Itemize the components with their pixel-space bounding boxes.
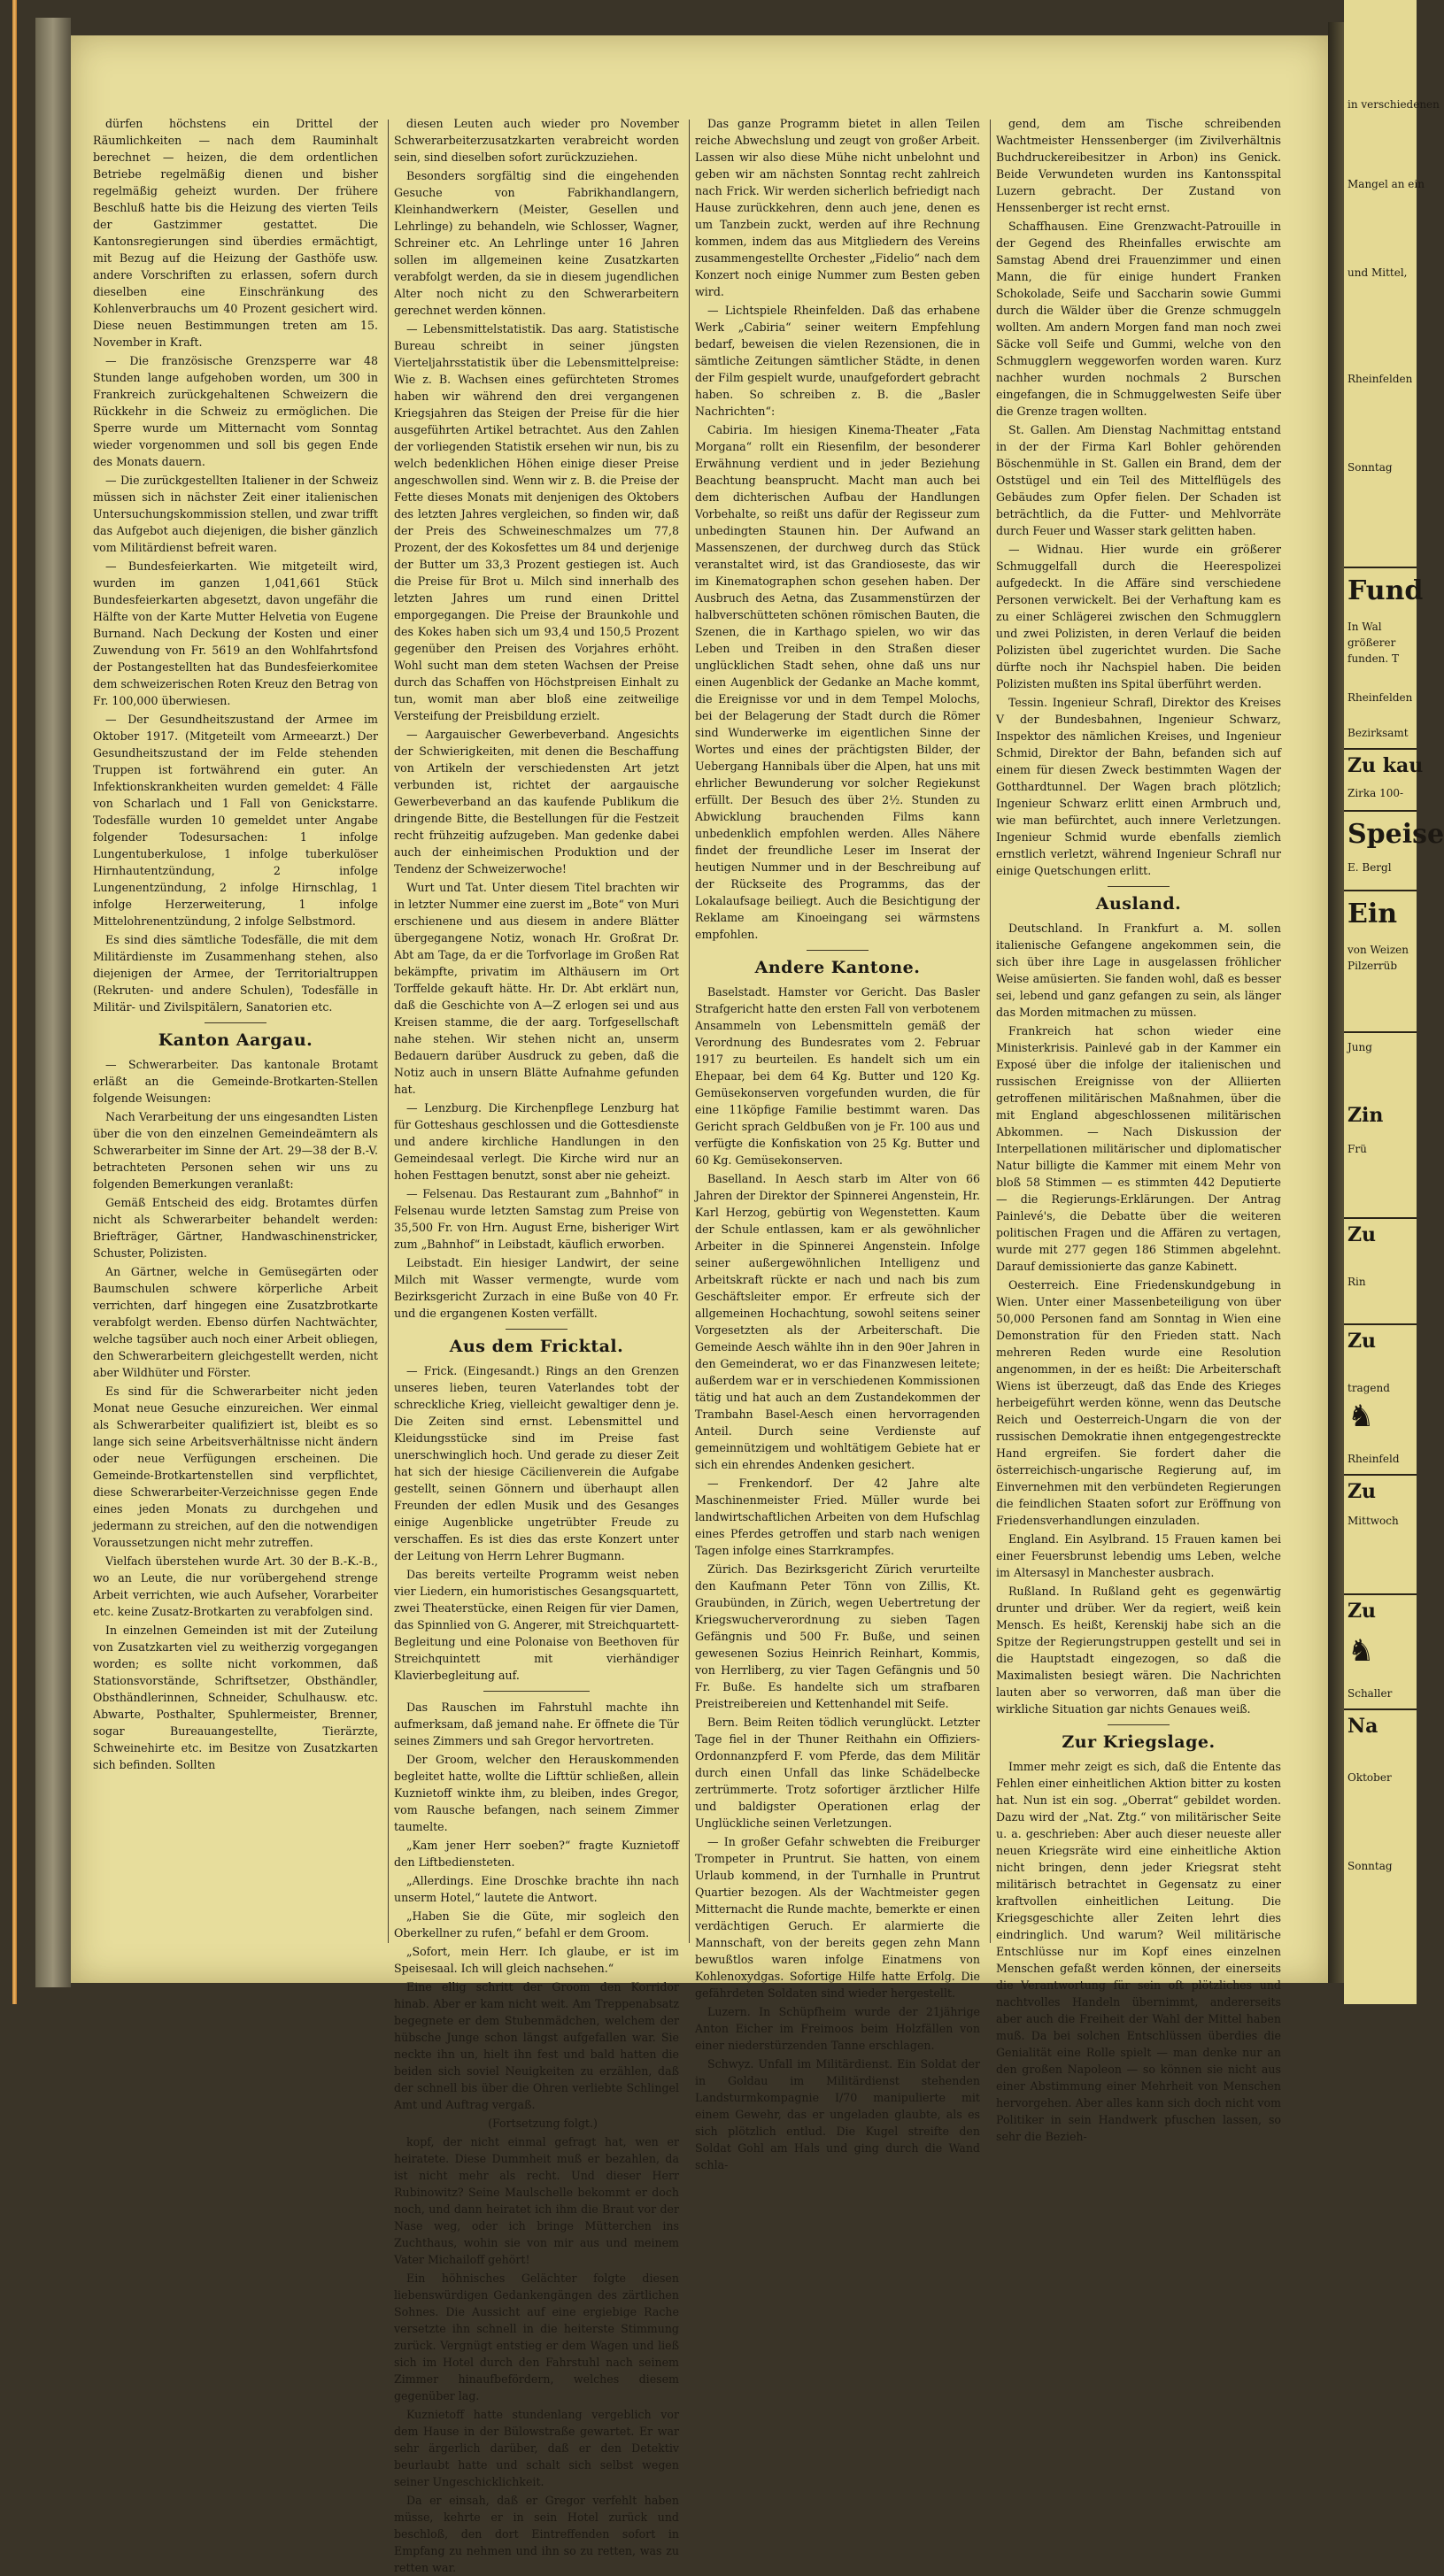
article-paragraph: Oesterreich. Eine Friedenskundgebung in Wien. Unter einer Massenbeteiligung von über 50,000 Personen fand am Sonntag in Wien eine Demonstration für den Frieden statt. Nach mehreren Reden wurde eine Resolution angenommen, in der es heißt: Die Arbeiterschaft Wiens ist überzeugt, daß das Ende des Krieges herbeigeführt werden könne, wenn das Deutsche Reich und Oesterreich-Ungarn die von der russischen Demokratie ihnen entgegengestreckte Hand ergreifen. Sie fordert daher die österreichisch-ungarische Regierung auf, im Einvernehmen mit den verbündeten Regierungen die feindlichen Staaten sofort zur Eröffnung von Friedensverhandlungen einzuladen. bbox=[996, 1278, 1281, 1527]
article-paragraph: Bern. Beim Reiten tödlich verunglückt. Letzter Tage fiel in der Thuner Reithahn ein Offiziers-Ordonnanzpferd F. vom Pferde, das dem Militär durch einen Unfall das linke Schädelbecke zertrümmerte. Trotz sofortiger ärztlicher Hilfe und baldigster Operationen erlag der Unglückliche seinen Verletzungen. bbox=[695, 1716, 980, 1830]
ad-headline: Ein bbox=[1347, 899, 1398, 929]
ad-headline: Speise bbox=[1347, 819, 1444, 850]
ad-border bbox=[1344, 890, 1417, 891]
article-paragraph: Gemäß Entscheid des eidg. Brotamtes dürfen nicht als Schwerarbeiter behandelt werden: Briefträger, Gärtner, Handwaschinenstricker, Schuster, Polizisten. bbox=[93, 1196, 378, 1260]
ad-text: funden. T bbox=[1347, 652, 1400, 665]
article-paragraph: — Frick. (Eingesandt.) Rings an den Grenzen unseres lieben, teuren Vaterlandes tobt der schreckliche Krieg, vielleicht gewaltiger denn je. Die Zeiten sind ernst. Lebensmittel und Kleidungsstücke sind im Preise fast unerschwinglich hoch. Und gerade zu dieser Zeit hat sich der hiesige Cäcilienverein die Aufgabe gestellt, seinen Gönnern und überhaupt allen Freunden der edlen Musik und des Gesanges einige Augenblicke ungetrübter Freude zu verschaffen. Es ist dies das erste Konzert unter der Leitung von Herrn Lehrer Bugmann. bbox=[394, 1364, 679, 1562]
article-paragraph: — Die französische Grenzsperre war 48 Stunden lange aufgehoben worden, um 300 in Frankreich zurückgehaltenen Schweizern die Rückkehr in die Schweiz zu ermöglichen. Die Sperre wurde um Mitternacht vom Sonntag wieder vorgenommen und soll bis gegen Ende des Monats dauern. bbox=[93, 354, 378, 468]
divider bbox=[1108, 886, 1170, 887]
fragment-text: und Mittel, bbox=[1347, 266, 1408, 279]
book-binding bbox=[35, 18, 71, 1987]
ad-headline: Zu kau bbox=[1347, 754, 1424, 777]
article-paragraph: Baselstadt. Hamster vor Gericht. Das Basler Strafgericht hatte den ersten Fall von verbotenem Ansammeln von Lebensmitteln gemäß der Verordnung des Bundesrates vom 2. Februar 1917 zu beurteilen. Es handelt sich um ein Ehepaar, bei dem 64 Kg. Butter und 120 Kg. Gemüsekonserven vorgefunden wurden, die für eine 11köpfige Familie bestimmt waren. Das Gericht sprach Geldbußen von je Fr. 100 aus und verfügte die Konfiskation von 25 Kg. Butter und 60 Kg. Gemüsekonserven. bbox=[695, 985, 980, 1167]
horse-icon: ♞ bbox=[1347, 1399, 1375, 1434]
fragment-text: Sonntag bbox=[1347, 1860, 1393, 1872]
story-paragraph: Das Rauschen im Fahrstuhl machte ihn aufmerksam, daß jemand nahe. Er öffnete die Tür seines Zimmers und sah Gregor hervortreten. bbox=[394, 1701, 679, 1747]
section-heading-fricktal: Aus dem Fricktal. bbox=[449, 1337, 624, 1356]
article-paragraph: England. Ein Asylbrand. 15 Frauen kamen bei einer Feuersbrunst lebendig ums Leben, welche im Altersasyl in Manchester ausbrach. bbox=[996, 1532, 1281, 1579]
story-paragraph: Eine ellig schritt der Groom den Korridor hinab. Aber er kam nicht weit. Am Treppenabsatz begegnete er dem Stubenmädchen, welchem der hübsche Junge schon längst aufgefallen war. Sie neckte ihn un, hielt ihn fest und bald hatten die beiden sich soviel Neuigkeiten zu erzählen, daß der schnell bis über die Ohren verliebte Schlingel Amt und Auftrag vergaß. bbox=[394, 1980, 679, 2111]
story-paragraph: Der Groom, welcher den Herauskommenden begleitet hatte, wollte die Lifttür schließen, allein Kuznietoff winkte ihm, zu bleiben, indes Gregor, vom Rausche befangen, nach seinem Zimmer taumelte. bbox=[394, 1753, 679, 1833]
article-paragraph: — Widnau. Hier wurde ein größerer Schmuggelfall durch die Heerespolizei aufgedeckt. In die Affäre sind verschiedene Personen verwickelt. Bei der Verhaftung kam es zu einer Schlägerei zwischen den Schmugglern und zwei Polizisten, in deren Verlauf die beiden Polizisten übel zugerichtet wurden. Die Sache dürfte noch ihr Nachspiel haben. Die beiden Polizisten mußten ins Spital überführt werden. bbox=[996, 543, 1281, 690]
continued-note: (Fortsetzung folgt.) bbox=[488, 2117, 598, 2130]
column-1 bbox=[93, 115, 378, 1943]
story-paragraph: Kuznietoff hatte stundenlang vergeblich vor dem Hause in der Bülowstraße gewartet. Er war sehr ärgerlich darüber, daß er den Detektiv beurlaubt hatte und schalt sich selbst wegen seiner Ungeschicklichkeit. bbox=[394, 2408, 679, 2488]
article-paragraph: — Bundesfeierkarten. Wie mitgeteilt wird, wurden im ganzen 1,041,661 Stück Bundesfeierkarten abgesetzt, davon ungefähr die Hälfte von der Karte Mutter Helvetia von Eugene Burnand. Nach Deckung der Kosten und einer Zuwendung von Fr. 5619 an den Wohlfahrtsfond der Postangestellten hat das Bundesfeierkomitee dem schweizerischen Roten Kreuz den Betrag von Fr. 100,000 überwiesen. bbox=[93, 559, 378, 707]
article-paragraph: — Die zurückgestellten Italiener in der Schweiz müssen sich in nächster Zeit einer italienischen Untersuchungskommission stellen, und zwar trifft das Aufgebot auch diejenigen, die bisher gänzlich vom Militärdienst befreit waren. bbox=[93, 474, 378, 554]
article-paragraph: Nach Verarbeitung der uns eingesandten Listen über die von den einzelnen Gemeindeämtern als Schwerarbeiter im Sinne der Art. 29—38 der B.-V. betrachteten Personen sehen wir uns zu folgenden Bemerkungen veranlaßt: bbox=[93, 1110, 378, 1191]
article-paragraph: Es sind dies sämtliche Todesfälle, die mit dem Militärdienste im Zusammenhang stehen, also diejenigen der Armee, der Territorialtruppen (Rekruten- und andere Schulen), Todesfälle in Militär- und Zivilspitälern, Sanatorien etc. bbox=[93, 933, 378, 1014]
newspaper-page bbox=[71, 35, 1328, 2574]
ad-headline: Zu bbox=[1347, 1330, 1377, 1353]
ad-headline: Zu bbox=[1347, 1600, 1377, 1623]
ad-headline: Zu bbox=[1347, 1223, 1377, 1246]
divider bbox=[483, 1691, 590, 1692]
ad-border bbox=[1344, 1031, 1417, 1033]
ad-border bbox=[1344, 1323, 1417, 1325]
article-paragraph: Das bereits verteilte Programm weist neben vier Liedern, ein humoristisches Gesangsquartett, zwei Theaterstücke, einen Reigen für vier Damen, das Spinnlied von G. Angerer, mit Streichquartett-Begleitung und eine Polonaise von Beethoven für Streichquintett mit vierhändiger Klavierbegleitung auf. bbox=[394, 1568, 679, 1682]
article-paragraph: Immer mehr zeigt es sich, daß die Entente das Fehlen einer einheitlichen Aktion bitter zu kosten hat. Nun ist ein sog. „Oberrat“ gebildet worden. Dazu wird der „Nat. Ztg.“ von militärischer Seite u. a. geschrieben: Aber auch dieser neueste aller neuen Kriegsräte wird eine einheitliche Aktion nicht bringen, denn jeder Kriegsrat steht militärisch betrachtet in Gegensatz zu einer kraftvollen einheitlichen Leitung. Die Kriegsgeschichte aller Zeiten lehrt dies eindringlich. Und warum? Weil militärische Entschlüsse nur im Kopf eines einzelnen Menschen gefaßt werden können, der einerseits die Verantwortung für sein oft plötzliches und nachtvolles Handeln übernimmt, andererseits aber auch die Freiheit der Wahl der Mittel haben muß. Da bei solchen Entschlüssen überdies die Genialität eine Rolle spielt — man denke nur an den großen Napoleon — so können sie nicht aus einer Abstimmung einer Mehrheit von Menschen hervorgehen. Aber alles kann sich doch nicht vom Politiker in sein Handwerk pfuschen lassen, so sehr die Bezieh- bbox=[996, 1760, 1281, 2143]
fragment-text: Mangel an ein bbox=[1347, 178, 1425, 190]
article-paragraph: — Lebensmittelstatistik. Das aarg. Statistische Bureau schreibt in seiner jüngsten Vierteljahrsstatistik über die Lebensmittelpreise: Wie z. B. Wachsen eines gefürchteten Stromes haben wir während den drei vergangenen Kriegsjahren das Steigen der Preise für die hier ausgeführten Artikel betrachtet. Aus den Zahlen der vorliegenden Statistik ersehen wir nun, bis zu welch bedenklichen Höhen einige dieser Preise angeschwollen sind. Wenn wir z. B. die Preise der Fette dieses Monats mit denjenigen des Oktobers des letzten Jahres vergleichen, so finden wir, daß der Preis des Schweineschmalzes um 77,8 Prozent, der des Kokosfettes um 84 und derjenige der Butter um 33,3 Prozent gestiegen ist. Auch die Preise für Brot u. Milch sind innerhalb des letzten Jahres um rund einen Drittel emporgegangen. Die Preise der Braunkohle und des Kokes haben sich um 93,4 und 150,5 Prozent gegenüber den Preisen des Vorjahres erhöht. Wohl sucht man dem steten Wachsen der Preise durch das Schaffen von Höchstpreisen Einhalt zu tun, womit man aber bloß eine zeitweilige Versteifung der Preisbildung erzielt. bbox=[394, 322, 679, 722]
article-paragraph: Es sind für die Schwerarbeiter nicht jeden Monat neue Gesuche einzureichen. Wer einmal als Schwerarbeiter qualifiziert ist, bleibt es so lange sich seine Arbeitsverhältnisse nicht ändern oder neue Verfügungen erscheinen. Die Gemeinde-Brotkartenstellen sind verpflichtet, diese Schwerarbeiter-Verzeichnisse gegen Ende eines jeden Monats zu durchgehen und jedermann zu streichen, auf den die notwendigen Voraussetzungen nicht mehr zutreffen. bbox=[93, 1384, 378, 1549]
ad-text: Bezirksamt bbox=[1347, 727, 1409, 739]
story-paragraph: „Kam jener Herr soeben?“ fragte Kuznietoff den Liftbediensteten. bbox=[394, 1839, 679, 1869]
divider bbox=[807, 950, 869, 951]
story-paragraph: „Allerdings. Eine Droschke brachte ihn nach unserm Hotel,“ lautete die Antwort. bbox=[394, 1874, 679, 1904]
ad-text: Mittwoch bbox=[1347, 1515, 1399, 1527]
article-paragraph: — Der Gesundheitszustand der Armee im Oktober 1917. (Mitgeteilt vom Armeearzt.) Der Gesundheitszustand der im Felde stehenden Truppen ist fortwährend ein guter. An Infektionskrankheiten wurden gemeldet: 4 Fälle von Scharlach und 1 Fall von Genickstarre. Todesfälle wurden 10 gemeldet unter Angabe folgender Todesursachen: 1 infolge Lungentuberkulose, 1 infolge tuberkulöser Hirnhautentzündung, 2 infolge Lungenentzündung, 2 infolge Hirnschlag, 1 infolge Herzerweiterung, 1 infolge Mittelohrenentzündung, 2 infolge Selbstmord. bbox=[93, 713, 378, 928]
section-heading-aargau: Kanton Aargau. bbox=[158, 1030, 313, 1050]
ad-text: größerer bbox=[1347, 636, 1396, 649]
facing-page-fragment bbox=[1344, 0, 1444, 2004]
ad-text: Zirka 100- bbox=[1347, 787, 1404, 799]
column-rule bbox=[388, 120, 389, 1943]
ad-text: Rin bbox=[1347, 1276, 1366, 1288]
ad-border bbox=[1344, 748, 1417, 750]
article-paragraph: dürfen höchstens ein Drittel der Räumlichkeiten — nach dem Rauminhalt berechnet — heizen, die dem ordentlichen Betriebe regelmäßig dienen und bisher regelmäßig geheizt wurden. Der frühere Beschluß hatte bis die Heizung des vierten Teils der Gastzimmer gestattet. Die Kantonsregierungen sind überdies ermächtigt, mit Bezug auf die Heizung der Gasthöfe usw. andere Vorschriften zu erlassen, sofern durch dieselben eine Einschränkung des Kohlenverbrauchs um 40 Prozent gesichert wird. Diese neuen Bestimmungen treten am 15. November in Kraft. bbox=[93, 117, 378, 349]
section-heading-kriegslage: Zur Kriegslage. bbox=[1062, 1732, 1216, 1752]
article-paragraph: — Lichtspiele Rheinfelden. Daß das erhabene Werk „Cabiria“ seiner weitern Empfehlung bedarf, beweisen die vielen Rezensionen, die in sämtliche Zeitungen sämtlicher Städte, in denen der Film gespielt wurde, unaufgefordert gebracht haben. So schreiben z. B. die „Basler Nachrichten“: bbox=[695, 304, 980, 418]
ad-border bbox=[1344, 810, 1417, 812]
ad-text: Frü bbox=[1347, 1143, 1367, 1155]
article-paragraph: Rußland. In Rußland geht es gegenwärtig drunter und drüber. Wer da regiert, weiß kein Mensch. Es heißt, Kerenskij habe sich an die Spitze der Regierungstruppen gestellt und sei in die Hauptstadt eingezogen, so daß die Maximalisten besiegt wären. Die Nachrichten lauten aber so verworren, daß man über die wirkliche Situation gar nichts Genaues weiß. bbox=[996, 1585, 1281, 1716]
article-paragraph: Tessin. Ingenieur Schrafl, Direktor des Kreises V der Bundesbahnen, Ingenieur Schwarz, Inspektor des nämlichen Kreises, und Ingenieur Schmid, Direktor der Bahn, befanden sich auf einem für diesen Zweck bestimmten Wagen der Gotthardtunnel. Der Wagen brach plötzlich; Ingenieur Schwarz erlitt einen Armbruch und, wie man befürchtet, auch innere Verletzungen. Ingenieur Schmid wurde ebenfalls ziemlich ernstlich verletzt, während Ingenieur Schrafl nur einige Quetschungen erlitt. bbox=[996, 696, 1281, 877]
divider bbox=[506, 1329, 568, 1330]
ad-text: E. Bergl bbox=[1347, 861, 1392, 874]
ad-border bbox=[1344, 567, 1417, 568]
page-gutter bbox=[1328, 22, 1344, 1983]
article-paragraph: Cabiria. Im hiesigen Kinema-Theater „Fata Morgana“ rollt ein Riesenfilm, der besonderer Erwähnung verdient und in jeder Beziehung Beachtung beansprucht. Macht man auch bei dem dichterischen Aufbau der Handlungen Vorbehalte, so reißt uns dafür der Regisseur zum unbedingten Staunen hin. Der Aufwand an Massenszenen, der durchweg durch das Stück veranstaltet wird, ist das Grandioseste, das wir im Kinematographen schon gesehen haben. Der Ausbruch des Aetna, das Zusammenstürzen der halbverschütteten schönen römischen Bauten, die Szenen, die in Karthago spielen, wo wir das Leben und Treiben in den Straßen dieser unglücklichen Stadt sehen, ohne daß uns nur einen Augenblick der Gedanke an Mache kommt, die Ereignisse vor und in dem Tempel Molochs, bei der Belagerung der Stadt durch die Römer sind Wunderwerke im eigentlichen Sinne der Wortes und eines der prächtigsten Bilder, der Uebergang Hannibals über die Alpen, hat uns mit ehrlicher Bewunderung vor solcher Regiekunst erfüllt. Der Besuch des über 2½. Stunden zu Abwicklung brauchenden Films kann unbedenklich empfohlen werden. Alles Nähere findet der freundliche Leser im Inserat der heutigen Nummer und in der Beschreibung auf der Rückseite des Programms, das der Lokalaufsage beiliegt. Auch die Besichtigung der Reklame am Kinoeingang sei wärmstens empfohlen. bbox=[695, 423, 980, 941]
article-paragraph: — Frenkendorf. Der 42 Jahre alte Maschinenmeister Fried. Müller wurde bei landwirtschaftlichen Arbeiten von dem Hufschlag eines Pferdes getroffen und starb nach wenigen Tagen infolge eines Starrkrampfes. bbox=[695, 1477, 980, 1557]
ad-text: tragend bbox=[1347, 1382, 1390, 1394]
ad-text: Rheinfeld bbox=[1347, 1453, 1400, 1465]
story-paragraph: kopf, der nicht einmal gefragt hat, wen er heiratete. Diese Dummheit muß er bezahlen, da ist nicht mehr als recht. Und dieser Herr Rubinowitz? Seine Maulschelle bekommt er doch noch, und dann heiratet ich ihm die Braut vor der Nase weg, oder ich bringe Mütterchen ins Zuchthaus, wohin sie von mir aus und meinem Vater Michailoff gehört! bbox=[394, 2135, 679, 2266]
article-paragraph: Frankreich hat schon wieder eine Ministerkrisis. Painlevé gab in der Kammer ein Exposé über die infolge der italienischen und russischen Ereignisse von der Alliierten getroffenen militärischen Maßnahmen, über die mit England abgeschlossenen militärischen Abkommen. — Nach Diskussion der Interpellationen militärischer und diplomatischer Natur billigte die Kammer mit einem Mehr von bloß 58 Stimmen — es stimmten 442 Deputierte — die Regierungs-Erklärungen. Der Antrag Painlevé's, die Debatte über die weiteren politischen Fragen und die Affären zu vertagen, wurde mit 277 gegen 186 Stimmen abgelehnt. Darauf demissionierte das ganze Kabinett. bbox=[996, 1024, 1281, 1273]
ad-text: Jung bbox=[1347, 1041, 1372, 1053]
article-paragraph: St. Gallen. Am Dienstag Nachmittag entstand in der der Firma Karl Bohler gehörenden Böschenmühle in St. Gallen ein Brand, dem der Oststügel und ein Teil des Mittelflügels des Gebäudes zum Opfer fielen. Der Schaden ist beträchtlich, da die Futter- und Mehlvorräte durch Feuer und Wasser stark gelitten haben. bbox=[996, 423, 1281, 537]
story-paragraph: „Sofort, mein Herr. Ich glaube, er ist im Speisesaal. Ich will gleich nachsehen.“ bbox=[394, 1945, 679, 1975]
fragment-text: Sonntag bbox=[1347, 461, 1393, 474]
ad-headline: Zu bbox=[1347, 1480, 1377, 1503]
article-paragraph: Besonders sorgfältig sind die eingehenden Gesuche von Fabrikhandlangern, Kleinhandwerkern (Meister, Gesellen und Lehrlinge) zu behandeln, wie Schlosser, Wagner, Schreiner etc. An Lehrlinge unter 16 Jahren sollen im allgemeinen keine Zusatzkarten verabfolgt werden, da sie in diesem jugendlichen Alter noch nicht zu den Schwerarbeitern gerechnet werden können. bbox=[394, 169, 679, 317]
hanging-string bbox=[12, 0, 17, 2004]
article-paragraph: Das ganze Programm bietet in allen Teilen reiche Abwechslung und zeugt von großer Arbeit. Lassen wir also diese Mühe nicht unbelohnt und geben wir am nächsten Sonntag recht zahlreich nach Frick. Wir werden sicherlich befriedigt nach Hause zurückkehren, denn auch jene, denen es um Tanzbein zuckt, werden auf ihre Rechnung kommen, indem das aus Mitgliedern des Vereins zusammengestellte Orchester „Fidelio“ nach dem Konzert noch einige Nummer zum Besten geben wird. bbox=[695, 117, 980, 298]
ad-text: Schaller bbox=[1347, 1687, 1393, 1700]
article-paragraph: Baselland. In Aesch starb im Alter von 66 Jahren der Direktor der Spinnerei Angenstein, Hr. Karl Herzog, gebürtig von Wegenstetten. Kaum der Schule entlassen, kam er als gewöhnlicher Arbeiter in die Spinnerei Angenstein. Infolge seiner außergewöhnlichen Intelligenz und Arbeitskraft rückte er nach und nach bis zum Geschäftsleiter empor. Er erfreute sich der allgemeinen Hochachtung, sowohl seitens seiner Vorgesetzten als der Arbeiterschaft. Die Gemeinde Aesch wählte ihn in den 90er Jahren in den Gemeinderat, wo er das Finanzwesen leitete; außerdem war er in verschiedenen Kommissionen tätig und hat auch an dem Zustandekommen der Trambahn Basel-Aesch einen hervorragenden Anteil. Durch seine Verdienste auf gemeinnützigem und wohltätigem Gebiete hat er sich ein ehrendes Andenken gesichert. bbox=[695, 1172, 980, 1471]
ad-text: von Weizen bbox=[1347, 944, 1409, 956]
column-3 bbox=[695, 115, 980, 2171]
horse-icon: ♞ bbox=[1347, 1633, 1375, 1669]
article-paragraph: Luzern. In Schüpfheim wurde der 21jährige Anton Eicher im Freimoos beim Holzfällen von einer niederstürzenden Tanne erschlagen. bbox=[695, 2005, 980, 2052]
article-paragraph: — Felsenau. Das Restaurant zum „Bahnhof“ in Felsenau wurde letzten Samstag zum Preise von 35,500 Fr. von Hrn. August Erne, bisheriger Wirt zum „Bahnhof“ in Leibstadt, käuflich erworben. bbox=[394, 1187, 679, 1251]
article-paragraph: Leibstadt. Ein hiesiger Landwirt, der seine Milch mit Wasser vermengte, wurde vom Bezirksgericht Zurzach in eine Buße von 40 Fr. und die ergangenen Kosten verfällt. bbox=[394, 1256, 679, 1320]
fragment-text: in verschiedenen bbox=[1347, 98, 1440, 111]
article-paragraph: Schwyz. Unfall im Militärdienst. Ein Soldat der in Goldau im Militärdienst stehenden Landsturmkompagnie I/70 manipulierte mit einem Gewehr, das er ungeladen glaubte, als es sich plötzlich entlud. Die Kugel streifte den Soldat Gohl am Hals und ging durch die Wand schla- bbox=[695, 2057, 980, 2171]
column-4 bbox=[996, 115, 1281, 2143]
column-rule bbox=[990, 120, 991, 1943]
article-paragraph: gend, dem am Tische schreibenden Wachtmeister Henssenberger (im Zivilverhältnis Buchdruckereibesitzer in Arbon) ins Genick. Beide Verwundeten wurden ins Kantonsspital Luzern gebracht. Der Zustand von Henssenberger ist recht ernst. bbox=[996, 117, 1281, 214]
article-paragraph: An Gärtner, welche in Gemüsegärten oder Baumschulen schwere körperliche Arbeit verrichten, darf hingegen eine Zusatzbrotkarte verabfolgt werden. Ebenso dürfen Nachtwächter, welche tagsüber auch noch einer Arbeit obliegen, den Schwerarbeitern gleichgestellt werden, nicht aber Wildhüter und Förster. bbox=[93, 1265, 378, 1379]
divider bbox=[205, 1022, 266, 1023]
article-paragraph: Zürich. Das Bezirksgericht Zürich verurteilte den Kaufmann Peter Tönn von Zillis, Kt. Graubünden, in Zürich, wegen Uebertretung der Kriegswucherverordnung zu sieben Tagen Gefängnis und 500 Fr. Buße, und seinen gewesenen Sozius Heinrich Reinhart, Kommis, von Herrliberg, zu vier Tagen Gefängnis und 50 Fr. Buße. Es handelte sich um strafbaren Preistreibereien und Kettenhandel mit Seife. bbox=[695, 1562, 980, 1710]
ad-headline: Na bbox=[1347, 1715, 1378, 1738]
fragment-text: Oktober bbox=[1347, 1771, 1392, 1784]
ad-border bbox=[1344, 1708, 1417, 1710]
fragment-text: Rheinfelden bbox=[1347, 373, 1413, 385]
section-heading-andere-kantone: Andere Kantone. bbox=[754, 958, 921, 977]
article-paragraph: Wurt und Tat. Unter diesem Titel brachten wir in letzter Nummer eine zuerst im „Bote“ von Muri erschienene und aus diesem in andere Blätter übergegangene Notiz, wonach Hr. Großrat Dr. Abt am Tage, da er die Torfvorlage im Großen Rat bekämpfte, privatim im Althäusern im Ort Torffelde gekauft hätte. Hr. Dr. Abt erklärt nun, daß die Geschichte von A—Z erlogen sei und aus Kreisen stamme, die der aarg. Torfgesellschaft nahe stehen. Wir stehen nicht an, unserm Bedauern darüber Ausdruck zu geben, daß die Notiz auch in unsern Blätte Aufnahme gefunden hat. bbox=[394, 881, 679, 1096]
article-paragraph: diesen Leuten auch wieder pro November Schwerarbeiterzusatzkarten verabreicht worden sein, sind dieselben sofort zurückzuziehen. bbox=[394, 117, 679, 164]
article-paragraph: Vielfach überstehen wurde Art. 30 der B.-K.-B., wo an Leute, die nur vorübergehend strenge Arbeit verrichten, wie auch Aufseher, Vorarbeiter etc. keine Zusatz-Brotkarten zu verabfolgen sind. bbox=[93, 1554, 378, 1618]
ad-text: Rheinfelden bbox=[1347, 691, 1413, 704]
article-paragraph: Schaffhausen. Eine Grenzwacht-Patrouille in der Gegend des Rheinfalles erwischte am Samstag Abend drei Frauenzimmer und einen Mann, die für einige hundert Franken Schokolade, Seife und Saccharin sowie Gummi durch die Wälder über die Grenze schmuggeln wollten. Am andern Morgen fand man noch zwei Säcke voll Seife und Gummi, welche von den Schmugglern weggeworfen worden waren. Kurz nachher wurden nochmals 2 Burschen eingefangen, die in Schmuggelwesten Seife über die Grenze tragen wollten. bbox=[996, 220, 1281, 418]
article-paragraph: — In großer Gefahr schwebten die Freiburger Trompeter in Pruntrut. Sie hatten, von einem Urlaub kommend, in der Turnhalle in Pruntrut Quartier bezogen. Als der Wachtmeister gegen Mitternacht die Runde machte, bemerkte er einen verdächtigen Geruch. Er alarmierte die Mannschaft, von der bereits gegen zehn Mann bewußtlos waren infolge Einatmens von Kohlenoxydgas. Sofortige Hilfe hatte Erfolg. Die gefährdeten Soldaten sind wieder hergestellt. bbox=[695, 1835, 980, 2000]
ad-headline: Fund bbox=[1347, 575, 1424, 606]
story-paragraph: „Haben Sie die Güte, mir sogleich den Oberkellner zu rufen,“ befahl er dem Groom. bbox=[394, 1909, 679, 1940]
article-paragraph: — Aargauischer Gewerbeverband. Angesichts der Schwierigkeiten, mit denen die Beschaffung von Artikeln der verschiedensten Art jetzt verbunden ist, richtet der aargauische Gewerbeverband an das kaufende Publikum die dringende Bitte, die Bestellungen für die Festzeit recht frühzeitig aufzugeben. Man gedenke dabei auch der einheimischen Produktion und der Tendenz der Schweizerwoche! bbox=[394, 728, 679, 875]
article-paragraph: — Schwerarbeiter. Das kantonale Brotamt erläßt an die Gemeinde-Brotkarten-Stellen folgende Weisungen: bbox=[93, 1058, 378, 1105]
ad-border bbox=[1344, 1217, 1417, 1219]
ad-text: Pilzerrüb bbox=[1347, 960, 1398, 972]
divider bbox=[1108, 1724, 1170, 1725]
column-rule bbox=[689, 120, 690, 1943]
ad-border bbox=[1344, 1593, 1417, 1595]
column-2 bbox=[394, 115, 679, 2574]
ad-border bbox=[1344, 1474, 1417, 1476]
article-paragraph: In einzelnen Gemeinden ist mit der Zuteilung von Zusatzkarten viel zu weitherzig vorgegangen worden; es sollte nicht vorkommen, daß Stationsvorstände, Schriftsetzer, Obsthändler, Obsthändlerinnen, Schneider, Schulhausw. etc. Abwarte, Posthalter, Spuhlermeister, Brenner, sogar Bureauangestellte, Tierärzte, Schweinehirte etc. im Besitze von Zusatzkarten sich befinden. Sollten bbox=[93, 1623, 378, 1771]
article-paragraph: Deutschland. In Frankfurt a. M. sollen italienische Gefangene angekommen sein, die sich über ihre Lage in ausgelassen fröhlicher Weise amüsierten. Sie fanden wohl, daß es besser sei, lebend und ganz gefangen zu sein, als länger das Morden mitmachen zu müssen. bbox=[996, 922, 1281, 1019]
story-paragraph: Da er einsah, daß er Gregor verfehlt haben müsse, kehrte er in sein Hotel zurück und beschloß, den dort Eintreffenden sofort in Empfang zu nehmen und ihn so zu retten, was zu retten war. bbox=[394, 2494, 679, 2574]
ad-text: In Wal bbox=[1347, 621, 1382, 633]
ad-headline: Zin bbox=[1347, 1104, 1384, 1127]
article-paragraph: — Lenzburg. Die Kirchenpflege Lenzburg hat für Gotteshaus geschlossen und die Gottesdienste und andere kirchliche Handlungen in den Gemeindesaal verlegt. Die Kirche wird nur an hohen Festtagen benutzt, sonst aber nie geheizt. bbox=[394, 1101, 679, 1182]
section-heading-ausland: Ausland. bbox=[1095, 894, 1182, 914]
story-paragraph: Ein höhnisches Gelächter folgte diesen liebenswürdigen Gedankengängen des zärtlichen Sohnes. Die Aussicht auf eine ergiebige Rache versetzte ihn schnell in die heiterste Stimmung zurück. Vergnügt entstieg er dem Wagen und ließ sich im Hotel durch den Fahrstuhl nach seinem Zimmer hinaufbefördern, welches diesem gegenüber lag. bbox=[394, 2271, 679, 2402]
